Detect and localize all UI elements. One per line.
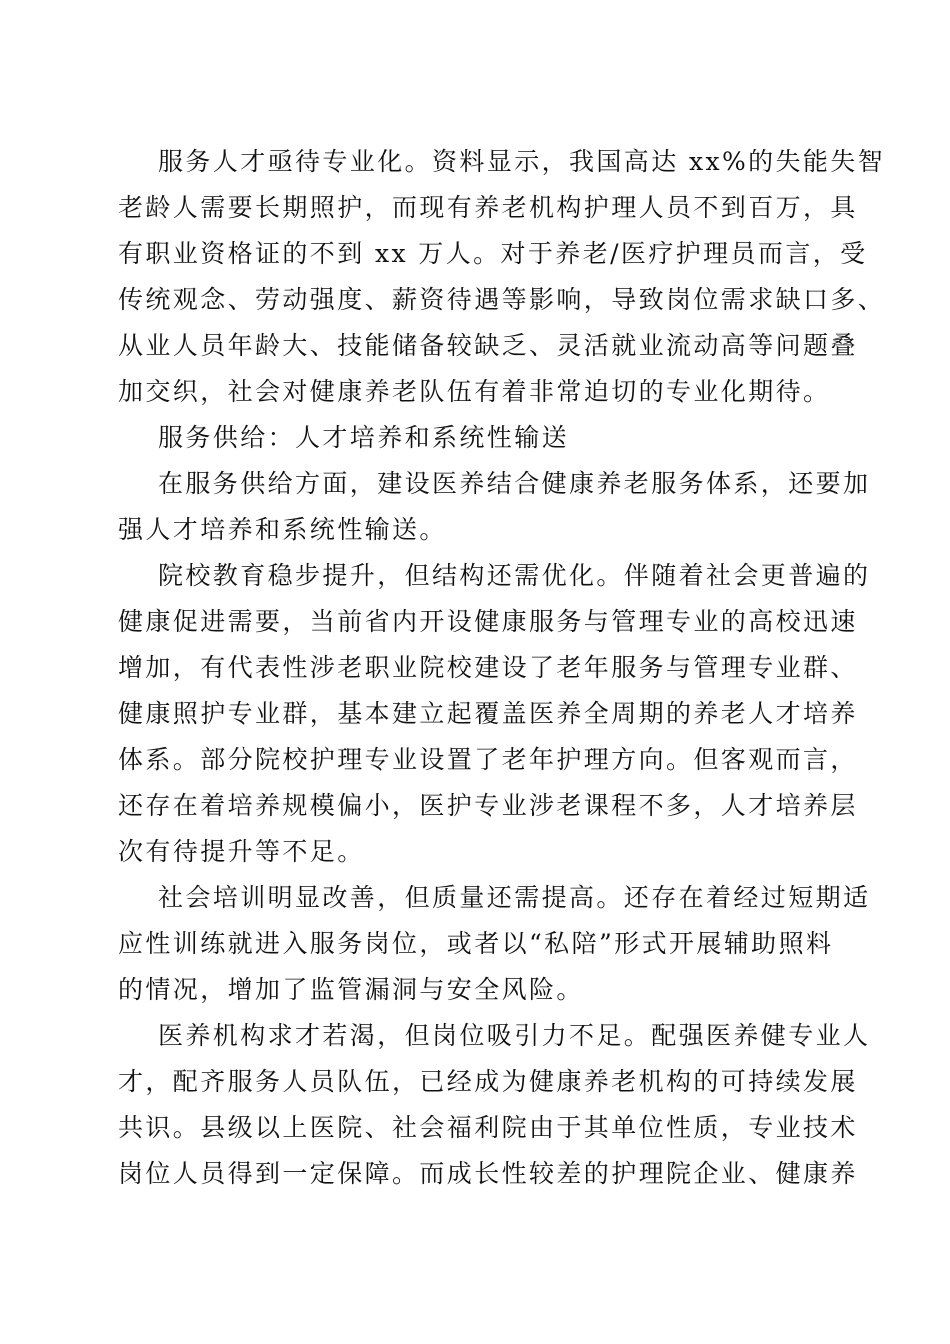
- paragraph-5-line-4: 岗位人员得到一定保障。而成长性较差的护理院企业、健康养: [118, 1159, 858, 1188]
- paragraph-2-line-2: 强人才培养和系统性输送。: [118, 515, 447, 544]
- paragraph-3-line-5: 体系。部分院校护理专业设置了老年护理方向。但客观而言，: [118, 745, 858, 774]
- paragraph-3-line-2: 健康促进需要，当前省内开设健康服务与管理专业的高校迅速: [118, 607, 858, 636]
- paragraph-2-line-1: 在服务供给方面，建设医养结合健康养老服务体系，还要加: [158, 469, 871, 498]
- paragraph-1-line-6: 加交织，社会对健康养老队伍有着非常迫切的专业化期待。: [118, 377, 831, 406]
- paragraph-4-line-2: 应性训练就进入服务岗位，或者以“私陪”形式开展辅助照料: [118, 929, 834, 958]
- paragraph-1-line-1: 服务人才亟待专业化。资料显示，我国高达 xx%的失能失智: [158, 147, 886, 176]
- paragraph-1-line-5: 从业人员年龄大、技能储备较缺乏、灵活就业流动高等问题叠: [118, 331, 858, 360]
- paragraph-3-line-7: 次有待提升等不足。: [118, 837, 365, 866]
- paragraph-3-line-6: 还存在着培养规模偏小，医护专业涉老课程不多，人才培养层: [118, 791, 858, 820]
- paragraph-5-line-2: 才，配齐服务人员队伍，已经成为健康养老机构的可持续发展: [118, 1067, 858, 1096]
- paragraph-1-line-4: 传统观念、劳动强度、薪资待遇等影响，导致岗位需求缺口多、: [118, 285, 886, 314]
- paragraph-3-line-4: 健康照护专业群，基本建立起覆盖医养全周期的养老人才培养: [118, 699, 858, 728]
- paragraph-1-line-3: 有职业资格证的不到 xx 万人。对于养老/医疗护理员而言，受: [118, 239, 868, 268]
- paragraph-4-line-1: 社会培训明显改善，但质量还需提高。还存在着经过短期适: [158, 883, 871, 912]
- section-heading: 服务供给：人才培养和系统性输送: [158, 423, 570, 452]
- paragraph-5-line-3: 共识。县级以上医院、社会福利院由于其单位性质，专业技术: [118, 1113, 858, 1142]
- paragraph-3-line-3: 增加，有代表性涉老职业院校建设了老年服务与管理专业群、: [118, 653, 858, 682]
- paragraph-1-line-2: 老龄人需要长期照护，而现有养老机构护理人员不到百万，具: [118, 193, 858, 222]
- paragraph-4-line-3: 的情况，增加了监管漏洞与安全风险。: [118, 975, 584, 1004]
- paragraph-3-line-1: 院校教育稳步提升，但结构还需优化。伴随着社会更普遍的: [158, 561, 871, 590]
- paragraph-5-line-1: 医养机构求才若渴，但岗位吸引力不足。配强医养健专业人: [158, 1021, 871, 1050]
- document-body: [118, 139, 886, 1197]
